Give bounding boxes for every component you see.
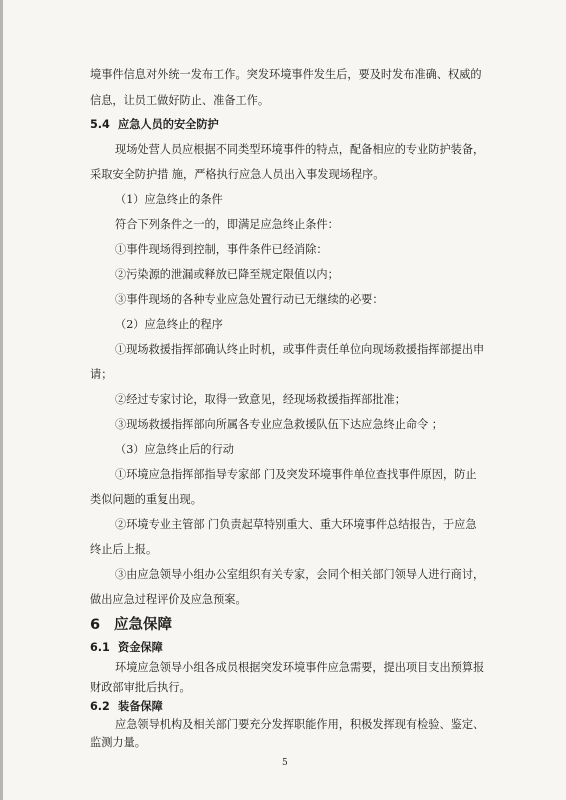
chapter-heading-6 <box>90 616 172 634</box>
section-heading-5-4 <box>90 118 219 132</box>
body-line: 采取安全防护措 施，严格执行应急人员出入事发现场程序。 <box>90 168 385 181</box>
section-title: 装备保障 <box>118 700 163 713</box>
list-item: ①现场救援指挥部确认终止时机，或事件责任单位向现场救援指挥部提出申 <box>115 343 485 356</box>
section-number: 5.4 <box>90 118 110 131</box>
body-line: 监测力量。 <box>90 736 146 749</box>
list-item: ②经过专家讨论，取得一致意见，经现场救援指挥部批准； <box>115 393 406 406</box>
body-line: 境事件信息对外统一发布工作。突发环境事件发生后，要及时发布准确、权威的 <box>90 68 482 81</box>
list-item: ③事件现场的各种专业应急处置行动已无继续的必要： <box>115 293 384 306</box>
list-item: ③由应急领导小组办公室组织有关专家，会同个相关部门领导人进行商讨， <box>115 568 485 581</box>
body-line: 请； <box>90 368 113 381</box>
body-line: 符合下列条件之一的，即满足应急终止条件： <box>115 218 339 231</box>
body-line: 做出应急过程评价及应急预案。 <box>90 593 247 606</box>
section-title: 资金保障 <box>118 641 163 654</box>
body-line: 应急领导机构及相关部门要充分发挥职能作用，积极发挥现有检验、鉴定、 <box>115 718 485 731</box>
list-item: ①事件现场得到控制，事件条件已经消除： <box>115 243 328 256</box>
body-line: 类似问题的重复出现。 <box>90 493 202 506</box>
list-item: ③现场救援指挥部向所属各专业应急救援队伍下达应急终止命令 ； <box>115 418 443 431</box>
body-line: 环境应急领导小组各成员根据突发环境事件应急需要，提出项目支出预算报 <box>115 661 485 674</box>
chapter-title: 应急保障 <box>114 617 172 633</box>
body-line: 现场处营人员应根据不同类型环境事件的特点，配备相应的专业防护装备， <box>115 143 485 156</box>
page-number: 5 <box>282 758 288 768</box>
body-line: 终止后上报。 <box>90 543 158 556</box>
list-heading: （1）应急终止的条件 <box>115 193 223 206</box>
list-item: ①环境应急指挥部指导专家部 门及突发环境事件单位查找事件原因，防止 <box>115 468 477 481</box>
section-heading-6-2 <box>90 700 163 714</box>
section-number: 6.2 <box>90 700 110 713</box>
scan-edge <box>0 0 3 800</box>
body-line: 财政部审批后执行。 <box>90 681 191 694</box>
section-heading-6-1 <box>90 641 163 655</box>
section-title: 应急人员的安全防护 <box>118 118 219 131</box>
list-heading: （3）应急终止后的行动 <box>115 443 234 456</box>
list-item: ②环境专业主管部 门负责起草特别重大、重大环境事件总结报告，于应急 <box>115 518 477 531</box>
section-number: 6.1 <box>90 641 110 654</box>
chapter-number: 6 <box>90 617 101 633</box>
list-item: ②污染源的泄漏或释放已降至规定限值以内； <box>115 268 339 281</box>
list-heading: （2）应急终止的程序 <box>115 318 223 331</box>
body-line: 信息，让员工做好防止、准备工作。 <box>90 94 270 107</box>
